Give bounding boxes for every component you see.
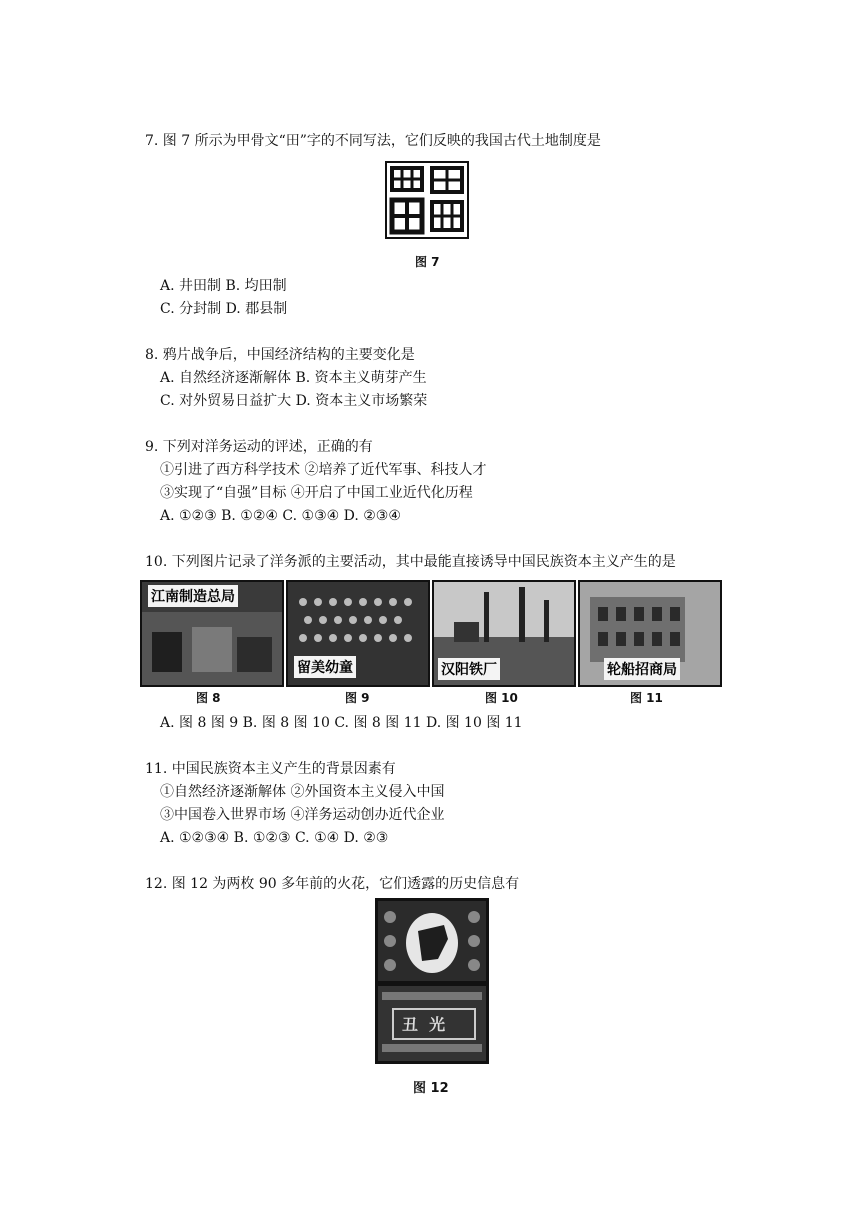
- oracle-bone-figure: [384, 160, 470, 240]
- photo-label: 汉阳铁厂: [438, 658, 500, 680]
- q9-options: A. ①②③ B. ①②④ C. ①③④ D. ②③④: [160, 508, 401, 524]
- figure7-caption: 图 7: [415, 255, 440, 269]
- figure8-caption: 图 8: [196, 691, 221, 705]
- photo-china-merchants: [578, 580, 722, 687]
- figure9-caption: 图 9: [345, 691, 370, 705]
- photo-label: 江南制造总局: [148, 585, 238, 607]
- figure10-caption: 图 10: [485, 691, 518, 705]
- q9-items-row1: ①引进了西方科学技术 ②培养了近代军事、科技人才: [160, 462, 487, 478]
- q9-items-row2: ③实现了“自强”目标 ④开启了中国工业近代化历程: [160, 485, 473, 501]
- figure11-caption: 图 11: [630, 691, 663, 705]
- q11-items-row2: ③中国卷入世界市场 ④洋务运动创办近代企业: [160, 807, 445, 823]
- q8-options-row1: A. 自然经济逐渐解体 B. 资本主义萌芽产生: [160, 370, 427, 386]
- photo-label: 留美幼童: [294, 656, 356, 678]
- q7-options-row1: A. 井田制 B. 均田制: [160, 278, 287, 294]
- photo-jiangnan-arsenal: [140, 580, 284, 687]
- q11-stem: 11. 中国民族资本主义产生的背景因素有: [145, 761, 396, 777]
- q10-options: A. 图 8 图 9 B. 图 8 图 10 C. 图 8 图 11 D. 图 10 图 11: [160, 715, 523, 731]
- q12-stem: 12. 图 12 为两枚 90 多年前的火花，它们透露的历史信息有: [145, 876, 520, 892]
- q9-stem: 9. 下列对洋务运动的评述，正确的有: [145, 439, 373, 455]
- q7-options-row2: C. 分封制 D. 郡县制: [160, 301, 288, 317]
- matchbox-label-text: 丑 光: [402, 1015, 446, 1034]
- matchbox-label-top: [375, 898, 489, 984]
- photo-hanyang-ironworks: [432, 580, 576, 687]
- photo-youth-mission: [286, 580, 430, 687]
- photo-label: 轮船招商局: [604, 658, 680, 680]
- matchbox-label-bottom: [375, 983, 489, 1064]
- q10-stem: 10. 下列图片记录了洋务派的主要活动，其中最能直接诱导中国民族资本主义产生的是: [145, 554, 676, 570]
- q7-stem: 7. 图 7 所示为甲骨文“田”字的不同写法，它们反映的我国古代土地制度是: [145, 133, 601, 149]
- q11-options: A. ①②③④ B. ①②③ C. ①④ D. ②③: [160, 830, 389, 846]
- figure12-caption: 图 12: [413, 1081, 449, 1096]
- q8-stem: 8. 鸦片战争后，中国经济结构的主要变化是: [145, 347, 415, 363]
- q11-items-row1: ①自然经济逐渐解体 ②外国资本主义侵入中国: [160, 784, 445, 800]
- q8-options-row2: C. 对外贸易日益扩大 D. 资本主义市场繁荣: [160, 393, 428, 409]
